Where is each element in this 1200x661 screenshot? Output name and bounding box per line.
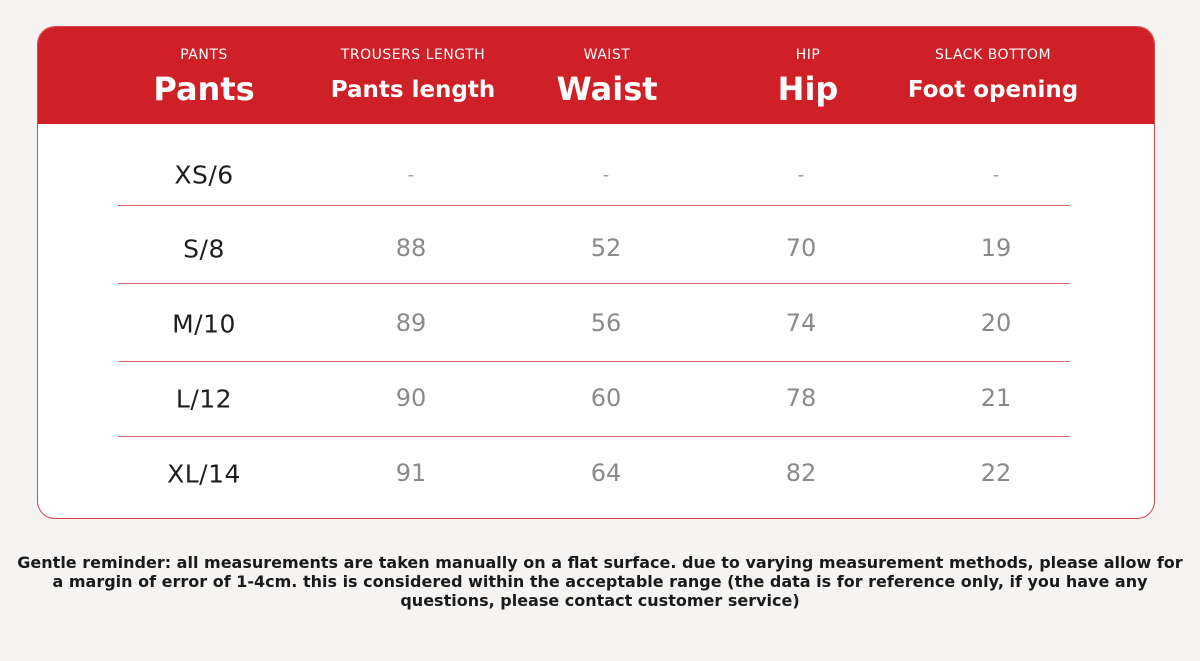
waist-value: 60 [590,384,622,412]
length-value: 88 [395,234,427,262]
size-label: M/10 [172,309,236,339]
header-foot-opening-title: Foot opening [907,77,1079,103]
waist-value: 52 [590,234,622,262]
row-divider [118,205,1070,206]
size-label: S/8 [183,234,225,264]
waist-value: 56 [590,309,622,337]
header-length-title: Pants length [330,77,496,103]
header-pants-en: PANTS [180,47,228,63]
foot-opening-value: 19 [980,234,1012,262]
size-label: XL/14 [167,459,241,489]
measurement-note: Gentle reminder: all measurements are taken manually on a flat surface. due to varying measurement methods, please allow for a margin of error of 1-4cm. this is considered within the acceptable range (the data is for reference only, if you have any questions, please contact customer service) [17,553,1183,610]
length-value: 89 [395,309,427,337]
length-value: - [407,164,415,186]
header-hip-en: HIP [795,47,821,63]
foot-opening-value: 21 [980,384,1012,412]
hip-value: - [797,164,805,186]
header-waist-en: WAIST [583,47,631,63]
size-chart-card [37,26,1155,519]
table-header [38,27,1154,124]
size-label: XS/6 [174,160,234,190]
header-foot-opening-en: SLACK BOTTOM [934,47,1052,63]
size-label: L/12 [175,384,233,414]
foot-opening-value: 20 [980,309,1012,337]
hip-value: 70 [785,234,817,262]
waist-value: 64 [590,459,622,487]
waist-value: - [602,164,610,186]
row-divider [118,283,1070,284]
foot-opening-value: 22 [980,459,1012,487]
length-value: 91 [395,459,427,487]
hip-value: 82 [785,459,817,487]
row-divider [118,436,1070,437]
hip-value: 78 [785,384,817,412]
length-value: 90 [395,384,427,412]
header-waist-title: Waist [556,70,658,108]
header-hip-title: Hip [777,70,839,108]
header-length-en: TROUSERS LENGTH [340,47,486,63]
hip-value: 74 [785,309,817,337]
header-pants-title: Pants [153,70,255,108]
row-divider [118,361,1070,362]
foot-opening-value: - [992,164,1000,186]
